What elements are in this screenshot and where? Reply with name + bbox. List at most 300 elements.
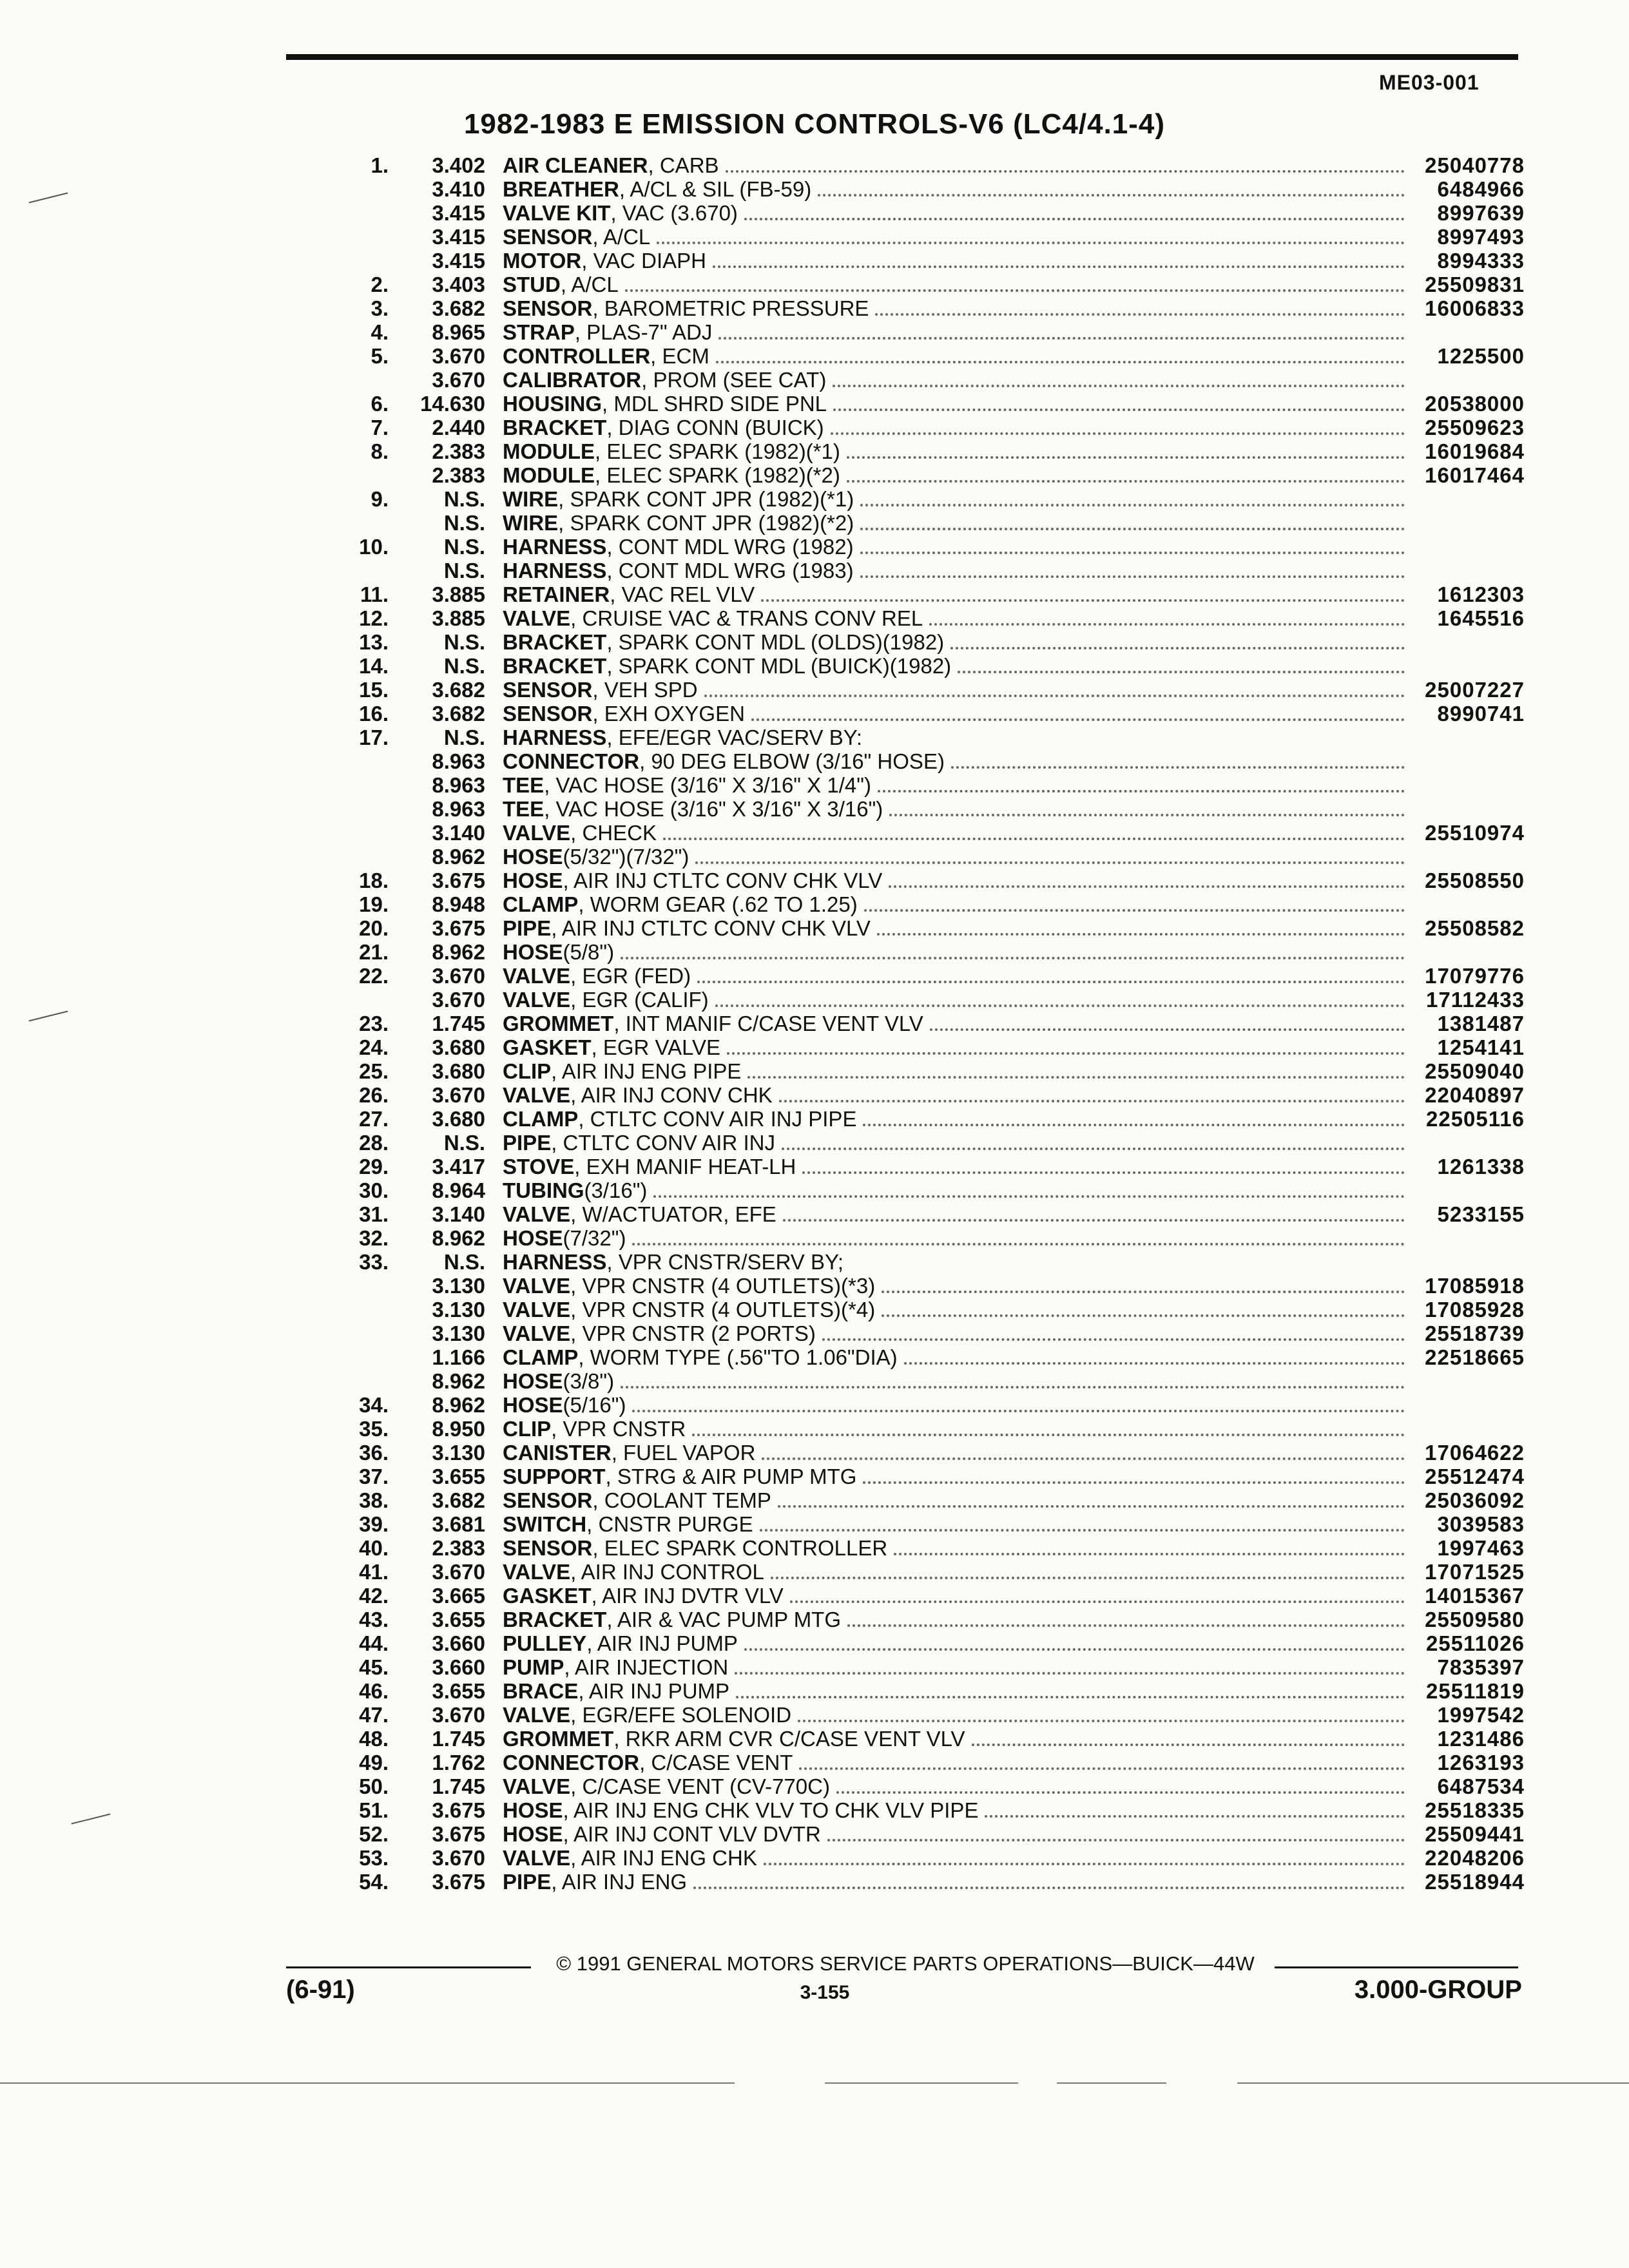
part-detail: , EGR (FED) <box>570 964 691 988</box>
ref-number: 33. <box>359 1250 389 1274</box>
part-name: MOTOR <box>503 249 582 273</box>
group-number: N.S. <box>443 630 485 654</box>
leader-dots <box>783 1204 1405 1222</box>
group-number: 3.682 <box>432 296 485 320</box>
part-detail: , AIR & VAC PUMP MTG <box>606 1608 842 1631</box>
group-number: 1.745 <box>432 1012 485 1035</box>
part-detail: , CTLTC CONV AIR INJ <box>551 1131 775 1155</box>
part-detail: , ELEC SPARK CONTROLLER <box>592 1536 888 1560</box>
ref-number: 43. <box>359 1608 389 1631</box>
part-description <box>503 1178 1405 1202</box>
part-description <box>503 535 1405 559</box>
part-name: GROMMET <box>503 1012 614 1035</box>
leader-dots <box>878 774 1405 793</box>
part-name: VALVE <box>503 1846 571 1870</box>
part-name: PIPE <box>503 916 552 940</box>
part-name: CONTROLLER <box>503 344 651 368</box>
part-description <box>503 654 1405 678</box>
part-number: 25518739 <box>1425 1321 1525 1345</box>
part-description <box>503 1345 1405 1369</box>
ref-number: 24. <box>359 1035 389 1059</box>
group-number: 1.745 <box>432 1727 485 1751</box>
part-detail: , WORM TYPE (.56"TO 1.06"DIA) <box>578 1345 898 1369</box>
part-number: 25511819 <box>1425 1679 1525 1703</box>
group-number: 2.440 <box>432 416 485 439</box>
leader-dots <box>704 679 1405 697</box>
part-detail: (5/8") <box>563 940 615 964</box>
part-description <box>503 916 1405 940</box>
part-name: WIRE <box>503 511 559 535</box>
scan-rule <box>1057 2082 1166 2084</box>
top-rule <box>286 54 1518 60</box>
part-detail: , CONT MDL WRG (1983) <box>606 559 854 582</box>
part-row <box>0 1465 1629 1488</box>
ref-number: 42. <box>359 1584 389 1608</box>
group-number: N.S. <box>443 1131 485 1155</box>
ref-number: 20. <box>359 916 389 940</box>
group-number: 3.130 <box>432 1298 485 1321</box>
ref-number: 35. <box>359 1417 389 1441</box>
leader-dots <box>715 989 1405 1007</box>
group-number: 3.670 <box>432 1083 485 1107</box>
footer-group: 3.000-GROUP <box>1354 1975 1522 2004</box>
leader-dots <box>894 1537 1405 1555</box>
part-name: VALVE <box>503 964 571 988</box>
leader-dots <box>836 1776 1405 1794</box>
part-detail: , AIR INJ ENG <box>551 1870 688 1894</box>
leader-dots <box>802 1156 1405 1174</box>
group-number: 8.950 <box>432 1417 485 1441</box>
leader-dots <box>863 1108 1405 1126</box>
group-number: 8.962 <box>432 1393 485 1417</box>
leader-dots <box>747 1061 1405 1079</box>
ref-number: 48. <box>359 1727 389 1751</box>
part-name: HOSE <box>503 1369 563 1393</box>
part-row <box>0 1083 1629 1107</box>
group-number: 8.962 <box>432 1369 485 1393</box>
part-detail: , EGR VALVE <box>591 1035 721 1059</box>
group-number: 3.675 <box>432 869 485 892</box>
group-number: 3.680 <box>432 1107 485 1131</box>
part-name: SENSOR <box>503 1488 593 1512</box>
part-detail: , COOLANT TEMP <box>592 1488 771 1512</box>
part-description <box>503 1321 1405 1345</box>
group-number: 3.670 <box>432 988 485 1012</box>
scan-rule <box>825 2082 1018 2084</box>
part-row <box>0 1751 1629 1774</box>
part-detail: , EXH MANIF HEAT-LH <box>574 1155 796 1178</box>
part-row <box>0 296 1629 320</box>
ref-number: 31. <box>359 1202 389 1226</box>
ref-number: 49. <box>359 1751 389 1774</box>
part-name: SENSOR <box>503 678 593 702</box>
part-description <box>503 988 1405 1012</box>
part-row <box>0 1250 1629 1274</box>
part-name: HOSE <box>503 869 563 892</box>
part-number: 25510974 <box>1425 821 1525 845</box>
part-row <box>0 964 1629 988</box>
part-description <box>503 1012 1405 1035</box>
part-detail: , AIR INJ CONV CHK <box>570 1083 773 1107</box>
ref-number: 41. <box>359 1560 389 1584</box>
ref-number: 17. <box>359 726 389 749</box>
part-description <box>503 1870 1405 1894</box>
part-detail: , ELEC SPARK (1982)(*2) <box>595 463 840 487</box>
part-detail: , VPR CNSTR (4 OUTLETS)(*3) <box>570 1274 876 1298</box>
part-number: 16006833 <box>1425 296 1525 320</box>
part-name: CANISTER <box>503 1441 612 1465</box>
part-detail: , PLAS-7" ADJ <box>574 320 713 344</box>
part-number: 25509040 <box>1425 1059 1525 1083</box>
part-description <box>503 153 1405 177</box>
leader-dots <box>929 608 1405 626</box>
part-description <box>503 344 1405 368</box>
leader-dots <box>889 870 1405 888</box>
ref-number: 22. <box>359 964 389 988</box>
group-number: 3.140 <box>432 1202 485 1226</box>
part-row <box>0 1345 1629 1369</box>
part-description <box>503 964 1405 988</box>
part-row <box>0 1202 1629 1226</box>
part-description <box>503 1536 1405 1560</box>
scan-rule <box>1237 2082 1629 2084</box>
part-detail: , FUEL VAPOR <box>611 1441 756 1465</box>
part-detail: (3/16") <box>584 1178 648 1202</box>
group-number: 3.665 <box>432 1584 485 1608</box>
part-row <box>0 273 1629 296</box>
group-number: 3.885 <box>432 606 485 630</box>
part-description <box>503 1488 1405 1512</box>
part-description <box>503 1083 1405 1107</box>
leader-dots <box>833 369 1405 387</box>
leader-dots <box>621 941 1405 959</box>
part-row <box>0 392 1629 416</box>
part-name: STUD <box>503 273 561 296</box>
group-number: 3.402 <box>432 153 485 177</box>
ref-number: 15. <box>359 678 389 702</box>
part-name: CLAMP <box>503 1107 579 1131</box>
part-row <box>0 749 1629 773</box>
part-number: 20538000 <box>1425 392 1525 416</box>
part-description <box>503 1131 1405 1155</box>
leader-dots <box>761 584 1405 602</box>
group-number: 3.675 <box>432 916 485 940</box>
group-number: N.S. <box>443 654 485 678</box>
group-number: 3.130 <box>432 1441 485 1465</box>
group-number: 3.670 <box>432 1703 485 1727</box>
part-name: SENSOR <box>503 225 593 249</box>
page-title: 1982-1983 E EMISSION CONTROLS-V6 (LC4/4.1-4) <box>463 108 1166 140</box>
part-description <box>503 463 1405 487</box>
part-number: 25509623 <box>1425 416 1525 439</box>
part-name: HARNESS <box>503 1250 607 1274</box>
part-number: 1263193 <box>1437 1751 1525 1774</box>
part-name: HOSE <box>503 1226 563 1250</box>
leader-dots <box>822 1323 1405 1341</box>
part-description <box>503 1584 1405 1608</box>
part-detail: , AIR INJ DVTR VLV <box>591 1584 784 1608</box>
ref-number: 45. <box>359 1655 389 1679</box>
part-number: 1261338 <box>1437 1155 1525 1178</box>
part-number: 1645516 <box>1437 606 1525 630</box>
part-detail: , SPARK CONT JPR (1982)(*2) <box>558 511 854 535</box>
part-row <box>0 249 1629 273</box>
part-row <box>0 678 1629 702</box>
leader-dots <box>695 846 1405 864</box>
part-number: 25508582 <box>1425 916 1525 940</box>
part-description <box>503 439 1405 463</box>
part-description <box>503 1560 1405 1584</box>
part-description <box>503 1655 1405 1679</box>
group-number: 3.670 <box>432 344 485 368</box>
ref-number: 53. <box>359 1846 389 1870</box>
part-detail: , SPARK CONT JPR (1982)(*1) <box>558 487 854 511</box>
part-detail: , VAC HOSE (3/16" X 3/16" X 3/16") <box>544 797 883 821</box>
part-detail: , A/CL <box>560 273 619 296</box>
scan-rule <box>0 2082 735 2084</box>
ref-number: 44. <box>359 1631 389 1655</box>
part-number: 17112433 <box>1425 988 1525 1012</box>
leader-dots <box>762 1442 1405 1460</box>
leader-dots <box>860 488 1405 506</box>
part-detail: , AIR INJ CONT VLV DVTR <box>563 1822 821 1846</box>
part-row <box>0 368 1629 392</box>
group-number: 1.745 <box>432 1774 485 1798</box>
group-number: 3.682 <box>432 678 485 702</box>
part-name: VALVE <box>503 1202 571 1226</box>
part-description <box>503 1608 1405 1631</box>
part-name: CALIBRATOR <box>503 368 642 392</box>
part-detail: , VEH SPD <box>592 678 698 702</box>
part-description <box>503 249 1405 273</box>
part-row <box>0 1822 1629 1846</box>
part-description <box>503 1631 1405 1655</box>
part-detail: , 90 DEG ELBOW (3/16" HOSE) <box>639 749 945 773</box>
leader-dots <box>860 512 1405 530</box>
part-description <box>503 845 1405 869</box>
part-description <box>503 1369 1405 1393</box>
part-name: AIR CLEANER <box>503 153 648 177</box>
part-row <box>0 1059 1629 1083</box>
part-number: 6487534 <box>1437 1774 1525 1798</box>
part-row <box>0 1631 1629 1655</box>
group-number: 3.655 <box>432 1465 485 1488</box>
part-name: CLAMP <box>503 1345 579 1369</box>
group-number: 3.675 <box>432 1870 485 1894</box>
part-row <box>0 1226 1629 1250</box>
part-number: 25509831 <box>1425 273 1525 296</box>
part-name: VALVE <box>503 1560 571 1584</box>
leader-dots <box>985 1800 1405 1818</box>
part-description <box>503 1727 1405 1751</box>
group-number: 3.670 <box>432 964 485 988</box>
part-detail: , WORM GEAR (.62 TO 1.25) <box>578 892 858 916</box>
group-number: 2.383 <box>432 1536 485 1560</box>
part-row <box>0 1417 1629 1441</box>
leader-dots <box>735 1657 1405 1675</box>
ref-number: 10. <box>359 535 389 559</box>
leader-dots <box>663 822 1405 840</box>
part-detail: , A/CL & SIL (FB-59) <box>619 177 812 201</box>
part-row <box>0 797 1629 821</box>
part-name: TEE <box>503 797 545 821</box>
part-name: VALVE <box>503 988 571 1012</box>
part-detail: , VPR CNSTR (2 PORTS) <box>570 1321 816 1345</box>
group-number: 8.948 <box>432 892 485 916</box>
part-number: 1381487 <box>1437 1012 1525 1035</box>
group-number: 3.660 <box>432 1655 485 1679</box>
leader-dots <box>860 536 1405 554</box>
part-detail: (5/32")(7/32") <box>563 845 689 869</box>
part-name: VALVE <box>503 1274 571 1298</box>
part-number: 8997493 <box>1437 225 1525 249</box>
part-name: HOSE <box>503 1822 563 1846</box>
part-name: TEE <box>503 773 545 797</box>
part-detail: , MDL SHRD SIDE PNL <box>602 392 827 416</box>
part-detail: , AIR INJ ENG CHK <box>570 1846 757 1870</box>
part-name: CLAMP <box>503 892 579 916</box>
ref-number: 40. <box>359 1536 389 1560</box>
leader-dots <box>877 918 1405 936</box>
part-row <box>0 630 1629 654</box>
part-description <box>503 1107 1405 1131</box>
part-row <box>0 1846 1629 1870</box>
group-number: 3.681 <box>432 1512 485 1536</box>
part-detail: , VAC REL VLV <box>610 582 755 606</box>
leader-dots <box>778 1490 1405 1508</box>
group-number: 8.963 <box>432 797 485 821</box>
part-number: 1225500 <box>1437 344 1525 368</box>
group-number: 3.675 <box>432 1798 485 1822</box>
group-number: 3.670 <box>432 1846 485 1870</box>
ref-number: 9. <box>371 487 389 511</box>
part-detail: , CONT MDL WRG (1982) <box>606 535 854 559</box>
leader-dots <box>833 393 1405 411</box>
part-name: RETAINER <box>503 582 610 606</box>
group-number: 3.655 <box>432 1608 485 1631</box>
part-row <box>0 1298 1629 1321</box>
leader-dots <box>632 1227 1405 1245</box>
leader-dots <box>718 322 1405 340</box>
part-description <box>503 630 1405 654</box>
ref-number: 54. <box>359 1870 389 1894</box>
part-description <box>503 892 1405 916</box>
part-name: HOSE <box>503 845 563 869</box>
part-row <box>0 988 1629 1012</box>
leader-dots <box>693 1871 1405 1889</box>
part-row <box>0 1155 1629 1178</box>
ref-number: 8. <box>371 439 389 463</box>
leader-dots <box>621 1370 1405 1389</box>
part-detail: , BAROMETRIC PRESSURE <box>592 296 869 320</box>
ref-number: 28. <box>359 1131 389 1155</box>
leader-dots <box>713 250 1405 268</box>
part-description <box>503 940 1405 964</box>
part-detail: , VAC HOSE (3/16" X 3/16" X 1/4") <box>544 773 871 797</box>
leader-dots <box>951 751 1405 769</box>
part-number: 16019684 <box>1425 439 1525 463</box>
group-number: 3.403 <box>432 273 485 296</box>
parts-list <box>0 153 1629 1894</box>
part-row <box>0 1727 1629 1751</box>
leader-dots <box>764 1847 1405 1865</box>
group-number: 8.963 <box>432 773 485 797</box>
part-number: 1997542 <box>1437 1703 1525 1727</box>
part-row <box>0 153 1629 177</box>
part-number: 17085928 <box>1425 1298 1525 1321</box>
part-row <box>0 416 1629 439</box>
part-row <box>0 463 1629 487</box>
leader-dots <box>860 560 1405 578</box>
group-number: 14.630 <box>420 392 485 416</box>
part-number: 22040897 <box>1425 1083 1525 1107</box>
leader-dots <box>827 1823 1405 1841</box>
leader-dots <box>625 274 1405 292</box>
leader-dots <box>889 798 1405 816</box>
part-row <box>0 1393 1629 1417</box>
group-number: 3.415 <box>432 249 485 273</box>
group-number: N.S. <box>443 1250 485 1274</box>
part-name: SWITCH <box>503 1512 587 1536</box>
group-number: 2.383 <box>432 463 485 487</box>
part-detail: , EXH OXYGEN <box>592 702 745 726</box>
part-name: CONNECTOR <box>503 1751 640 1774</box>
leader-dots <box>692 1418 1405 1436</box>
leader-dots <box>882 1275 1405 1293</box>
leader-dots <box>958 655 1405 673</box>
part-description <box>503 869 1405 892</box>
ref-number: 46. <box>359 1679 389 1703</box>
ref-number: 12. <box>359 606 389 630</box>
part-description <box>503 559 1405 582</box>
ref-number: 1. <box>371 153 389 177</box>
part-row <box>0 1798 1629 1822</box>
part-description <box>503 392 1405 416</box>
part-description <box>503 749 1405 773</box>
group-number: N.S. <box>443 511 485 535</box>
part-number: 25036092 <box>1425 1488 1525 1512</box>
ref-number: 11. <box>360 582 389 606</box>
ref-number: 3. <box>371 296 389 320</box>
part-number: 6484966 <box>1437 177 1525 201</box>
part-row <box>0 511 1629 535</box>
part-row <box>0 201 1629 225</box>
part-description <box>503 1226 1405 1250</box>
part-detail: , AIR INJ PUMP <box>578 1679 730 1703</box>
part-number: 17079776 <box>1425 964 1525 988</box>
part-description <box>503 416 1405 439</box>
part-name: STOVE <box>503 1155 575 1178</box>
leader-dots <box>798 1704 1405 1722</box>
part-detail: , EGR/EFE SOLENOID <box>570 1703 792 1727</box>
part-description <box>503 1512 1405 1536</box>
part-detail: , VAC (3.670) <box>610 201 738 225</box>
part-name: CLIP <box>503 1059 552 1083</box>
part-row <box>0 726 1629 749</box>
leader-dots <box>875 298 1405 316</box>
part-detail: , PROM (SEE CAT) <box>641 368 827 392</box>
leader-dots <box>847 1609 1405 1627</box>
part-detail: , SPARK CONT MDL (BUICK)(1982) <box>606 654 952 678</box>
part-detail: , VPR CNSTR/SERV BY; <box>606 1250 844 1274</box>
part-row <box>0 916 1629 940</box>
ref-number: 14. <box>359 654 389 678</box>
part-name: VALVE <box>503 1083 571 1107</box>
part-row <box>0 845 1629 869</box>
part-name: HOUSING <box>503 392 602 416</box>
leader-dots <box>744 202 1405 220</box>
part-description <box>503 1155 1405 1178</box>
